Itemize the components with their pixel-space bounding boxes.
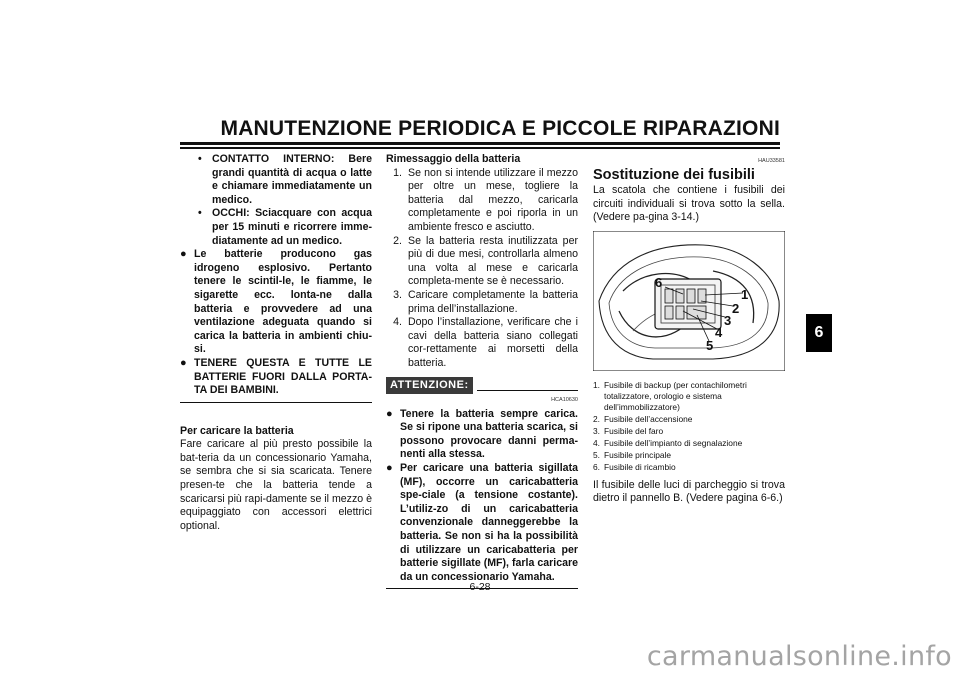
bullet-marker: •: [198, 207, 202, 220]
header-rule-thick: [180, 142, 780, 145]
bullet-marker: ●: [386, 407, 393, 420]
bullet-marker: •: [198, 153, 202, 165]
legend-text: Fusibile principale: [604, 449, 672, 460]
figure-label-6: 6: [655, 274, 663, 290]
figure-label-2: 2: [732, 300, 740, 316]
storage-step: [386, 289, 578, 316]
warning-sub-bullet-text: OCCHI: Sciacquare con acqua per 15 minuti e ricorrere imme-diatamente ad un medico.: [212, 207, 372, 247]
figure-label-1: 1: [741, 286, 749, 302]
attention-header: [386, 377, 578, 395]
section-code: HAU33581: [758, 158, 785, 164]
legend-item: [593, 450, 785, 461]
fuse-outro: Il fusibile delle luci di parcheggio si trova dietro il pannello B. (Vedere pagina 6-6.): [593, 478, 785, 505]
column-left: [180, 153, 372, 533]
page-number: 6-28: [469, 581, 491, 593]
bullet-marker: ●: [180, 356, 187, 369]
legend-item: [593, 462, 785, 473]
attention-bullet: [386, 408, 578, 462]
charge-heading: Per caricare la batteria: [180, 424, 294, 437]
legend-number: 4.: [593, 437, 600, 448]
attention-label: ATTENZIONE:: [386, 377, 473, 395]
step-number: 4.: [393, 316, 402, 329]
step-text: Dopo l’installazione, verificare che i cavi della batteria siano collegati cor-rettamente ai morsetti della batteria.: [408, 316, 578, 369]
step-number: 3.: [393, 288, 402, 301]
warning-sub-bullet-text: CONTATTO INTERNO: Bere grandi quantità di acqua o latte e chiamare immediatamente un medico.: [212, 153, 372, 206]
attention-rule: [477, 390, 578, 391]
bullet-marker: ●: [386, 462, 393, 475]
storage-step: [386, 316, 578, 370]
step-number: 1.: [393, 166, 402, 179]
legend-text: Fusibile dell’accensione: [604, 413, 693, 424]
warning-bullet-text: Le batterie producono gas idrogeno esplosivo. Pertanto tenere le scintil-le, le fiamme, le sigarette ecc. lonta-ne dalla batteria e provvedere ad una ventilazione adeguata quando si carica la batteria in ambienti chiu-si.: [194, 248, 372, 356]
page-header-title: MANUTENZIONE PERIODICA E PICCOLE RIPARAZIONI: [220, 117, 780, 140]
figure-label-5: 5: [706, 337, 714, 353]
fuse-box-illustration: [593, 231, 785, 371]
warning-bullet-text: TENERE QUESTA E TUTTE LE BATTERIE FUORI DALLA PORTA-TA DEI BAMBINI.: [194, 356, 372, 397]
fuse-intro: La scatola che contiene i fusibili dei circuiti individuali si trova sotto la sella. (Vedere pa-gina 3-14.): [593, 184, 785, 224]
legend-text: Fusibile dell’impianto di segnalazione: [604, 437, 743, 448]
storage-heading: Rimessaggio della batteria: [386, 153, 521, 165]
legend-number: 1.: [593, 379, 600, 390]
step-text: Se non si intende utilizzare il mezzo per oltre un mese, togliere la batteria dal mezzo, caricarla completamente e poi riporla in un ambiente fresco e asciutto.: [408, 166, 578, 233]
attention-bullet-text: Tenere la batteria sempre carica. Se si ripone una batteria scarica, si possono provocare danni perma-nenti alla stessa.: [400, 407, 578, 461]
header-rule-thin: [180, 147, 780, 149]
legend-number: 6.: [593, 461, 600, 472]
legend-text: Fusibile del faro: [604, 425, 664, 436]
attention-bullet-text: Per caricare una batteria sigillata (MF), occorre un caricabatteria spe-ciale (a tensione costante). L’utiliz-zo di un caricabatteria convenzionale danneggerebbe la batteria. Se non si ha la possibilità di utilizzare un caricabatteria per batterie sigillate (MF), farla caricare da un concessionario Yamaha.: [400, 462, 578, 583]
charge-paragraph: Fare caricare al più presto possibile la bat-teria da un concessionario Yamaha, se sembra che si sia scaricata. Tenere presen-te che la batteria tende a scaricarsi più rapi-damente se il mezzo è equipaggiato con accessori elettrici optional.: [180, 438, 372, 532]
figure-label-3: 3: [724, 312, 732, 328]
column-middle: [386, 153, 578, 589]
legend-number: 2.: [593, 413, 600, 424]
legend-number: 5.: [593, 449, 600, 460]
legend-item: [593, 438, 785, 449]
warning-bullet: [180, 248, 372, 357]
legend-item: [593, 380, 785, 413]
figure-label-4: 4: [715, 324, 723, 340]
step-text: Caricare completamente la batteria prima dell’installazione.: [408, 288, 578, 315]
bullet-marker: ●: [180, 248, 187, 261]
legend-item: [593, 426, 785, 437]
legend-text: Fusibile di backup (per contachilometri totalizzatore, orologio e sistema dell’immobilizzatore): [604, 379, 747, 412]
legend-number: 3.: [593, 425, 600, 436]
section-title: Sostituzione dei fusibili: [593, 166, 755, 183]
storage-step: [386, 167, 578, 235]
chapter-tab: 6: [806, 314, 832, 352]
warning-sub-bullet: [180, 153, 372, 207]
step-text: Se la batteria resta inutilizzata per più di due mesi, controllarla almeno una volta al mese e caricarla completa-mente se è necessario.: [408, 234, 578, 288]
attention-bullet: [386, 462, 578, 584]
warning-bullet: [180, 357, 372, 398]
figure-legend: [593, 380, 785, 473]
warning-sub-bullet: [180, 207, 372, 248]
step-number: 2.: [393, 234, 402, 247]
watermark: carmanualsonline.info: [646, 641, 952, 672]
column-right: [593, 153, 785, 506]
attention-code: HCA10630: [551, 397, 578, 404]
legend-text: Fusibile di ricambio: [604, 461, 676, 472]
storage-step: [386, 235, 578, 289]
legend-item: [593, 414, 785, 425]
